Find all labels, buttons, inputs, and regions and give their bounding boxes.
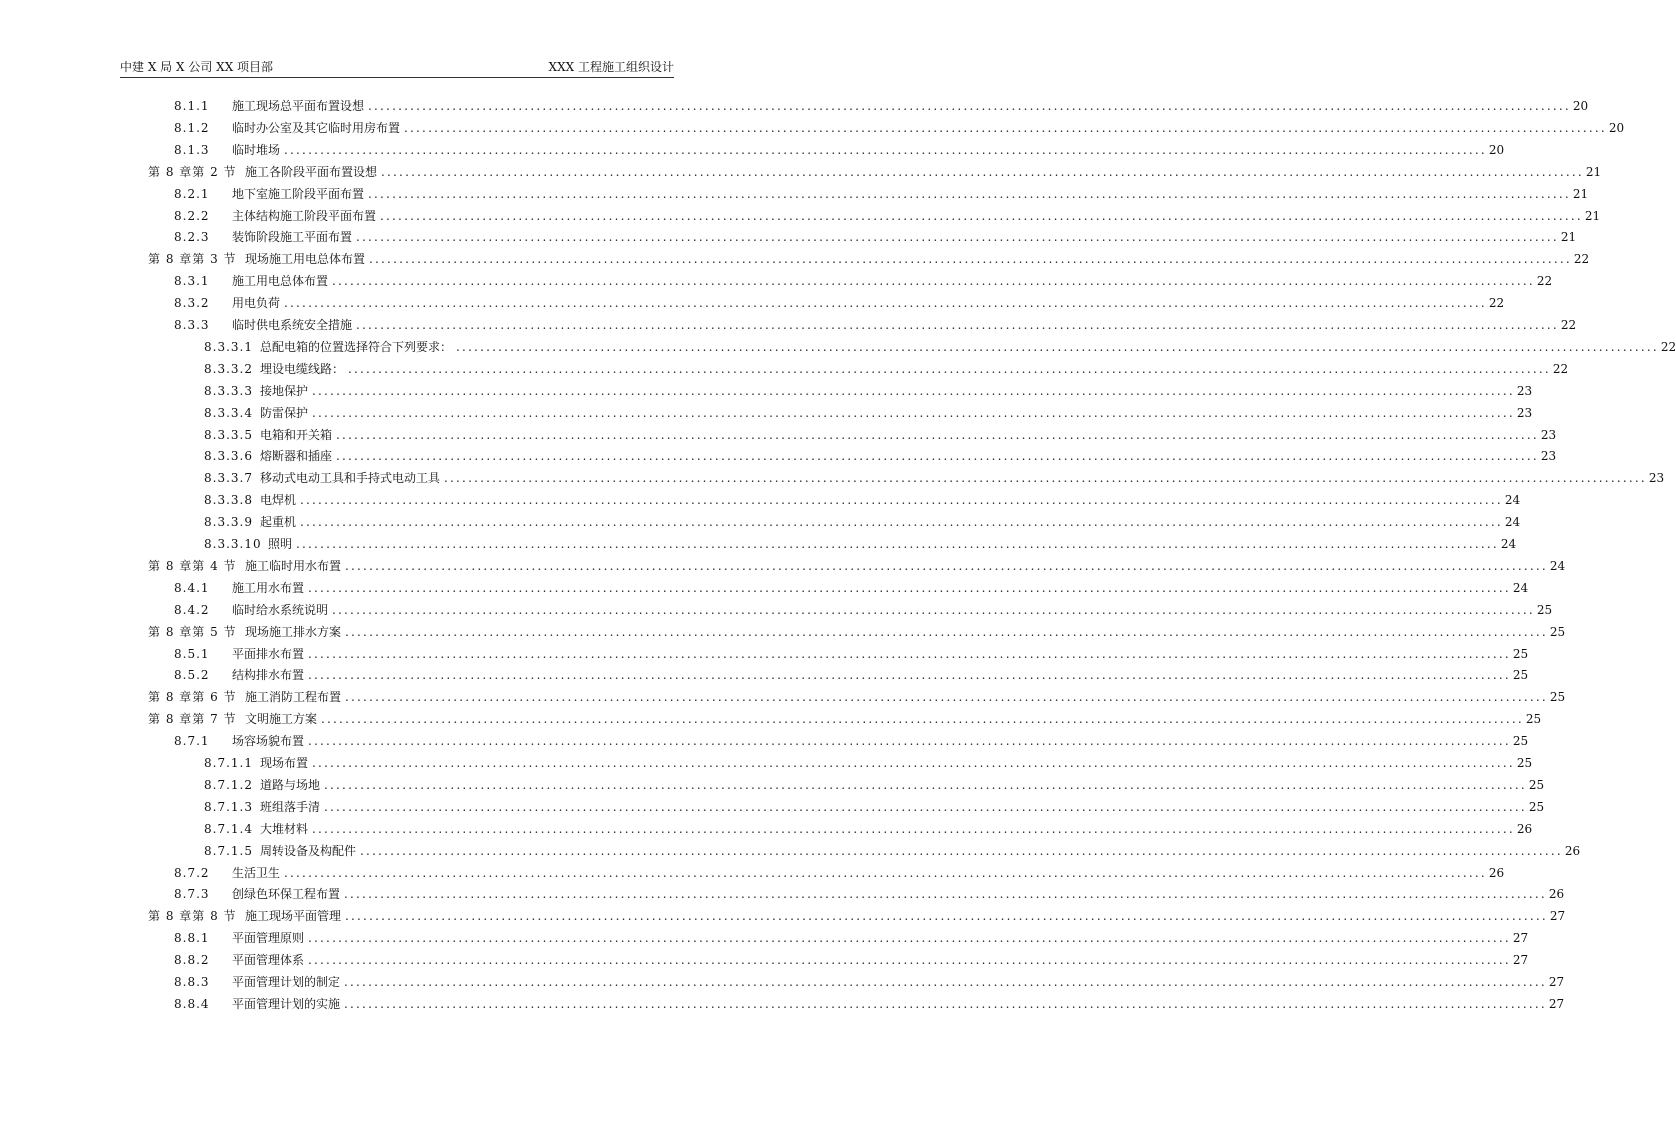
toc-entry-number: 8.5.1 xyxy=(174,646,210,661)
toc-entry-line xyxy=(232,972,1565,992)
toc-entry-number: 8.4.1 xyxy=(174,580,210,595)
toc-entry-title: 临时办公室及其它临时用房布置 xyxy=(232,120,401,135)
dot-leader: ........................................................................................................................................................................................................ xyxy=(345,558,1548,573)
toc-entry-page-number: 25 xyxy=(1512,668,1529,683)
toc-entry-line xyxy=(245,687,1566,707)
toc-entry-page-number: 25 xyxy=(1528,799,1545,814)
toc-entry-number: 8.7.1.3 xyxy=(204,799,253,814)
dot-leader: ........................................................................................................................................................................................................ xyxy=(308,580,1511,595)
dot-leader: ........................................................................................................................................................................................................ xyxy=(284,296,1487,311)
toc-entry-title: 起重机 xyxy=(260,515,297,530)
toc-entry[interactable] xyxy=(0,468,1665,488)
dot-leader: ........................................................................................................................................................................................................ xyxy=(336,427,1539,442)
toc-entry-number: 8.1.2 xyxy=(174,120,210,135)
toc-entry[interactable] xyxy=(0,512,1521,532)
toc-entry-page-number: 24 xyxy=(1504,515,1521,530)
toc-entry[interactable] xyxy=(0,315,1577,335)
toc-entry-line xyxy=(260,446,1557,466)
dot-leader: ........................................................................................................................................................................................................ xyxy=(332,602,1535,617)
toc-entry-title: 结构排水布置 xyxy=(232,668,305,683)
dot-leader: ........................................................................................................................................................................................................ xyxy=(368,99,1571,113)
dot-leader: ........................................................................................................................................................................................................ xyxy=(284,865,1487,880)
toc-entry-title: 主体结构施工阶段平面布置 xyxy=(232,208,377,223)
dot-leader: ........................................................................................................................................................................................................ xyxy=(345,909,1548,924)
toc-entry[interactable] xyxy=(0,184,1589,204)
toc-entry-line xyxy=(260,775,1545,795)
toc-entry-line xyxy=(232,206,1601,226)
dot-leader: ........................................................................................................................................................................................................ xyxy=(308,953,1511,968)
toc-entry-line xyxy=(232,665,1529,685)
dot-leader: ........................................................................................................................................................................................................ xyxy=(284,142,1487,157)
toc-entry-title: 周转设备及构配件 xyxy=(260,843,357,858)
toc-entry-line xyxy=(232,227,1577,247)
header-document-title: XXX 工程施工组织设计 xyxy=(548,60,674,74)
toc-entry-page-number: 24 xyxy=(1500,537,1517,551)
toc-entry-page-number: 21 xyxy=(1584,208,1601,223)
toc-entry-number: 8.7.1.5 xyxy=(204,843,253,858)
toc-entry-page-number: 27 xyxy=(1512,953,1529,968)
toc-entry-title: 文明施工方案 xyxy=(245,712,318,727)
toc-entry-line xyxy=(260,403,1533,423)
toc-entry-title: 施工各阶段平面布置设想 xyxy=(245,164,378,179)
toc-entry-page-number: 21 xyxy=(1572,186,1589,201)
toc-entry-page-number: 26 xyxy=(1488,865,1505,880)
toc-entry-number: 8.8.1 xyxy=(174,931,210,946)
toc-entry-page-number: 20 xyxy=(1572,99,1589,113)
toc-entry-page-number: 26 xyxy=(1516,821,1533,836)
toc-entry[interactable] xyxy=(0,140,1505,160)
toc-entry-number: 8.7.3 xyxy=(174,887,210,902)
toc-entry-page-number: 27 xyxy=(1548,975,1565,989)
dot-leader: ........................................................................................................................................................................................................ xyxy=(348,361,1551,376)
toc-entry-number: 8.7.1.1 xyxy=(204,756,253,770)
toc-entry[interactable] xyxy=(0,797,1545,817)
toc-entry-line xyxy=(260,425,1557,445)
toc-entry-number: 第 8 章第 8 节 xyxy=(148,909,237,924)
toc-entry[interactable] xyxy=(0,403,1533,423)
toc-entry-line xyxy=(232,731,1529,751)
dot-leader: ........................................................................................................................................................................................................ xyxy=(344,887,1547,902)
toc-entry-line xyxy=(232,315,1577,335)
toc-entry-title: 总配电箱的位置选择符合下列要求： xyxy=(260,339,453,354)
toc-entry[interactable] xyxy=(0,600,1553,620)
toc-entry[interactable] xyxy=(0,293,1505,313)
toc-entry[interactable] xyxy=(0,884,1565,904)
toc-entry-page-number: 20 xyxy=(1488,142,1505,157)
toc-entry-page-number: 22 xyxy=(1560,318,1577,332)
toc-entry-page-number: 21 xyxy=(1585,164,1602,179)
dot-leader: ........................................................................................................................................................................................................ xyxy=(344,996,1547,1011)
toc-entry-page-number: 20 xyxy=(1608,120,1625,135)
toc-entry-title: 临时堆场 xyxy=(232,142,281,157)
dot-leader: ........................................................................................................................................................................................................ xyxy=(381,164,1584,179)
toc-entry[interactable] xyxy=(0,863,1505,883)
dot-leader: ........................................................................................................................................................................................................ xyxy=(312,821,1515,836)
toc-entry-number: 8.8.3 xyxy=(174,975,210,989)
toc-entry-page-number: 23 xyxy=(1516,383,1533,398)
toc-entry-title: 平面管理原则 xyxy=(232,931,305,946)
toc-entry-page-number: 25 xyxy=(1549,690,1566,705)
toc-entry-line xyxy=(232,600,1553,620)
toc-entry-page-number: 23 xyxy=(1648,471,1665,486)
toc-entry[interactable] xyxy=(0,775,1545,795)
toc-entry-page-number: 25 xyxy=(1516,756,1533,770)
dot-leader: ........................................................................................................................................................................................................ xyxy=(344,975,1547,989)
toc-entry-line xyxy=(245,906,1566,926)
toc-entry-line xyxy=(260,381,1533,401)
toc-entry-page-number: 25 xyxy=(1528,777,1545,792)
toc-entry-number: 第 8 章第 5 节 xyxy=(148,624,237,639)
toc-entry[interactable] xyxy=(0,556,1566,576)
toc-entry[interactable] xyxy=(0,446,1557,466)
toc-entry-line xyxy=(260,512,1521,532)
toc-entry[interactable] xyxy=(0,841,1581,861)
toc-entry-page-number: 26 xyxy=(1564,843,1581,858)
toc-entry[interactable] xyxy=(0,950,1529,970)
toc-entry-title: 电箱和开关箱 xyxy=(260,427,333,442)
toc-entry-number: 8.2.1 xyxy=(174,186,210,201)
dot-leader: ........................................................................................................................................................................................................ xyxy=(404,120,1607,135)
toc-entry-number: 8.5.2 xyxy=(174,668,210,683)
toc-entry-line xyxy=(260,841,1581,861)
toc-entry-page-number: 27 xyxy=(1549,909,1566,924)
toc-entry-title: 平面管理体系 xyxy=(232,953,305,968)
toc-entry[interactable] xyxy=(0,271,1553,291)
toc-entry-number: 8.2.2 xyxy=(174,208,210,223)
dot-leader: ........................................................................................................................................................................................................ xyxy=(300,515,1503,530)
toc-entry-line xyxy=(232,293,1505,313)
toc-entry-page-number: 22 xyxy=(1488,296,1505,311)
toc-entry-page-number: 22 xyxy=(1536,274,1553,289)
toc-entry-title: 临时给水系统说明 xyxy=(232,602,329,617)
toc-entry-number: 8.4.2 xyxy=(174,602,210,617)
header-divider xyxy=(120,77,674,78)
toc-entry-line xyxy=(260,819,1533,839)
toc-entry-title: 创绿色环保工程布置 xyxy=(232,887,341,902)
dot-leader: ........................................................................................................................................................................................................ xyxy=(332,274,1535,289)
dot-leader: ........................................................................................................................................................................................................ xyxy=(308,668,1511,683)
toc-entry[interactable] xyxy=(0,753,1533,773)
dot-leader: ........................................................................................................................................................................................................ xyxy=(324,799,1527,814)
toc-entry-number: 8.7.1 xyxy=(174,734,210,749)
dot-leader: ........................................................................................................................................................................................................ xyxy=(321,712,1524,727)
dot-leader: ........................................................................................................................................................................................................ xyxy=(456,339,1659,354)
toc-entry[interactable] xyxy=(0,206,1601,226)
toc-entry[interactable] xyxy=(0,731,1529,751)
toc-entry-line xyxy=(232,118,1625,138)
toc-entry-page-number: 26 xyxy=(1548,887,1565,902)
toc-entry-line xyxy=(245,249,1590,269)
toc-entry-title: 场容场貌布置 xyxy=(232,734,305,749)
toc-entry-title: 现场施工排水方案 xyxy=(245,624,342,639)
toc-entry-page-number: 27 xyxy=(1548,996,1565,1011)
toc-entry-line xyxy=(260,468,1665,488)
toc-entry-page-number: 25 xyxy=(1512,646,1529,661)
toc-entry-title: 施工临时用水布置 xyxy=(245,558,342,573)
toc-entry-number: 8.1.3 xyxy=(174,142,210,157)
toc-entry-line xyxy=(260,797,1545,817)
toc-entry-title: 施工用电总体布置 xyxy=(232,274,329,289)
toc-entry-number: 8.3.3.5 xyxy=(204,427,253,442)
toc-entry-title: 装饰阶段施工平面布置 xyxy=(232,230,353,245)
toc-entry-number: 8.3.1 xyxy=(174,274,210,289)
toc-entry-title: 平面管理计划的制定 xyxy=(232,975,341,989)
toc-entry[interactable] xyxy=(0,578,1529,598)
dot-leader: ........................................................................................................................................................................................................ xyxy=(312,756,1515,770)
dot-leader: ........................................................................................................................................................................................................ xyxy=(444,471,1647,486)
toc-entry-title: 移动式电动工具和手持式电动工具 xyxy=(260,471,441,486)
toc-entry-page-number: 25 xyxy=(1549,624,1566,639)
toc-entry-number: 第 8 章第 3 节 xyxy=(148,252,237,267)
dot-leader: ........................................................................................................................................................................................................ xyxy=(369,252,1572,267)
toc-entry[interactable] xyxy=(0,359,1569,379)
toc-entry[interactable] xyxy=(0,490,1521,510)
toc-entry-line xyxy=(232,578,1529,598)
toc-entry-line xyxy=(260,490,1521,510)
toc-entry-title: 现场布置 xyxy=(260,756,309,770)
dot-leader: ........................................................................................................................................................................................................ xyxy=(324,777,1527,792)
toc-entry[interactable] xyxy=(0,906,1566,926)
toc-entry-title: 平面管理计划的实施 xyxy=(232,996,341,1011)
toc-entry[interactable] xyxy=(0,337,1676,357)
toc-entry-number: 8.7.2 xyxy=(174,865,210,880)
dot-leader: ........................................................................................................................................................................................................ xyxy=(345,624,1548,639)
toc-entry-page-number: 22 xyxy=(1660,339,1676,354)
toc-entry-number: 第 8 章第 6 节 xyxy=(148,690,237,705)
toc-entry[interactable] xyxy=(0,249,1590,269)
toc-entry-title: 防雷保护 xyxy=(260,405,309,420)
toc-entry-number: 8.3.3.4 xyxy=(204,405,253,420)
toc-entry-line xyxy=(232,994,1565,1014)
toc-entry-line xyxy=(245,709,1542,729)
toc-entry-title: 大堆材料 xyxy=(260,821,309,836)
dot-leader: ........................................................................................................................................................................................................ xyxy=(312,405,1515,420)
header-company: 中建 X 局 X 公司 XX 项目部 xyxy=(120,60,274,74)
toc-entry-page-number: 23 xyxy=(1516,405,1533,420)
toc-entry-number: 8.3.3.8 xyxy=(204,493,253,508)
toc-entry-number: 8.3.3.2 xyxy=(204,361,253,376)
toc-entry-line xyxy=(232,863,1505,883)
toc-entry[interactable] xyxy=(0,425,1557,445)
toc-entry-line xyxy=(232,884,1565,904)
toc-entry-line xyxy=(245,556,1566,576)
toc-entry-page-number: 27 xyxy=(1512,931,1529,946)
dot-leader: ........................................................................................................................................................................................................ xyxy=(308,734,1511,749)
toc-entry-line xyxy=(260,359,1569,379)
toc-entry-number: 8.3.3.3 xyxy=(204,383,253,398)
toc-entry[interactable] xyxy=(0,928,1529,948)
toc-entry-page-number: 25 xyxy=(1536,602,1553,617)
toc-entry-number: 8.3.3.6 xyxy=(204,449,253,464)
toc-entry-line xyxy=(268,534,1517,554)
toc-entry[interactable] xyxy=(0,381,1533,401)
toc-entry[interactable] xyxy=(0,819,1533,839)
dot-leader: ........................................................................................................................................................................................................ xyxy=(308,646,1511,661)
toc-entry[interactable] xyxy=(0,118,1625,138)
toc-entry-number: 第 8 章第 2 节 xyxy=(148,164,237,179)
dot-leader: ........................................................................................................................................................................................................ xyxy=(336,449,1539,464)
dot-leader: ........................................................................................................................................................................................................ xyxy=(300,493,1503,508)
dot-leader: ........................................................................................................................................................................................................ xyxy=(345,690,1548,705)
toc-entry[interactable] xyxy=(0,644,1529,664)
toc-entry-line xyxy=(232,184,1589,204)
toc-entry[interactable] xyxy=(0,709,1542,729)
toc-entry-number: 8.3.3.1 xyxy=(204,339,253,354)
toc-entry-number: 8.8.4 xyxy=(174,996,210,1011)
toc-entry-page-number: 25 xyxy=(1512,734,1529,749)
toc-entry-line xyxy=(232,928,1529,948)
toc-entry-page-number: 24 xyxy=(1512,580,1529,595)
toc-entry-number: 第 8 章第 7 节 xyxy=(148,712,237,727)
dot-leader: ........................................................................................................................................................................................................ xyxy=(312,383,1515,398)
toc-entry-number: 8.2.3 xyxy=(174,230,210,245)
toc-entry-number: 8.1.1 xyxy=(174,99,210,113)
dot-leader: ........................................................................................................................................................................................................ xyxy=(368,186,1571,201)
toc-entry-line xyxy=(232,644,1529,664)
toc-entry[interactable] xyxy=(0,665,1529,685)
toc-entry[interactable] xyxy=(0,972,1565,992)
toc-entry-title: 照明 xyxy=(268,537,293,551)
toc-entry-title: 班组落手清 xyxy=(260,799,321,814)
toc-entry-title: 现场施工用电总体布置 xyxy=(245,252,366,267)
toc-entry-line xyxy=(245,162,1602,182)
toc-entry[interactable] xyxy=(0,994,1565,1014)
toc-entry-title: 施工现场总平面布置设想 xyxy=(232,99,365,113)
toc-entry-line xyxy=(232,271,1553,291)
dot-leader: ........................................................................................................................................................................................................ xyxy=(356,318,1559,332)
toc-entry-title: 道路与场地 xyxy=(260,777,321,792)
toc-entry-number: 8.8.2 xyxy=(174,953,210,968)
toc-entry-title: 地下室施工阶段平面布置 xyxy=(232,186,365,201)
toc-entry-number: 8.7.1.2 xyxy=(204,777,253,792)
toc-entry[interactable] xyxy=(0,227,1577,247)
toc-entry-number: 8.3.3.10 xyxy=(204,537,262,551)
page-header xyxy=(120,58,674,76)
toc-entry-title: 生活卫生 xyxy=(232,865,281,880)
toc-entry-line xyxy=(232,96,1589,116)
toc-entry-page-number: 23 xyxy=(1540,449,1557,464)
toc-entry-title: 施工现场平面管理 xyxy=(245,909,342,924)
toc-entry[interactable] xyxy=(0,162,1602,182)
toc-entry-title: 熔断器和插座 xyxy=(260,449,333,464)
toc-entry-title: 临时供电系统安全措施 xyxy=(232,318,353,332)
toc-entry-number: 8.3.3.9 xyxy=(204,515,253,530)
toc-entry-line xyxy=(232,950,1529,970)
toc-entry-title: 接地保护 xyxy=(260,383,309,398)
toc-entry-number: 8.3.3.7 xyxy=(204,471,253,486)
toc-entry-page-number: 22 xyxy=(1552,361,1569,376)
toc-entry[interactable] xyxy=(0,622,1566,642)
toc-entry-number: 8.3.3 xyxy=(174,318,210,332)
toc-entry-line xyxy=(232,140,1505,160)
toc-entry-number: 8.7.1.4 xyxy=(204,821,253,836)
toc-entry-title: 平面排水布置 xyxy=(232,646,305,661)
toc-entry-page-number: 24 xyxy=(1504,493,1521,508)
toc-entry-page-number: 25 xyxy=(1525,712,1542,727)
toc-entry[interactable] xyxy=(0,534,1517,554)
toc-entry-page-number: 24 xyxy=(1549,558,1566,573)
dot-leader: ........................................................................................................................................................................................................ xyxy=(360,843,1563,858)
toc-entry-number: 8.3.2 xyxy=(174,296,210,311)
toc-entry-page-number: 21 xyxy=(1560,230,1577,245)
toc-entry-title: 施工消防工程布置 xyxy=(245,690,342,705)
toc-entry-title: 用电负荷 xyxy=(232,296,281,311)
toc-entry-line xyxy=(260,753,1533,773)
toc-entry[interactable] xyxy=(0,687,1566,707)
dot-leader: ........................................................................................................................................................................................................ xyxy=(356,230,1559,245)
dot-leader: ........................................................................................................................................................................................................ xyxy=(308,931,1511,946)
toc-entry-line xyxy=(245,622,1566,642)
toc-entry-page-number: 23 xyxy=(1540,427,1557,442)
toc-entry-number: 第 8 章第 4 节 xyxy=(148,558,237,573)
toc-entry-page-number: 22 xyxy=(1573,252,1590,267)
toc-entry-title: 电焊机 xyxy=(260,493,297,508)
toc-entry-line xyxy=(260,337,1676,357)
dot-leader: ........................................................................................................................................................................................................ xyxy=(296,537,1499,551)
toc-entry-title: 埋设电缆线路： xyxy=(260,361,345,376)
toc-entry-title: 施工用水布置 xyxy=(232,580,305,595)
toc-entry[interactable] xyxy=(0,96,1589,116)
dot-leader: ........................................................................................................................................................................................................ xyxy=(380,208,1583,223)
